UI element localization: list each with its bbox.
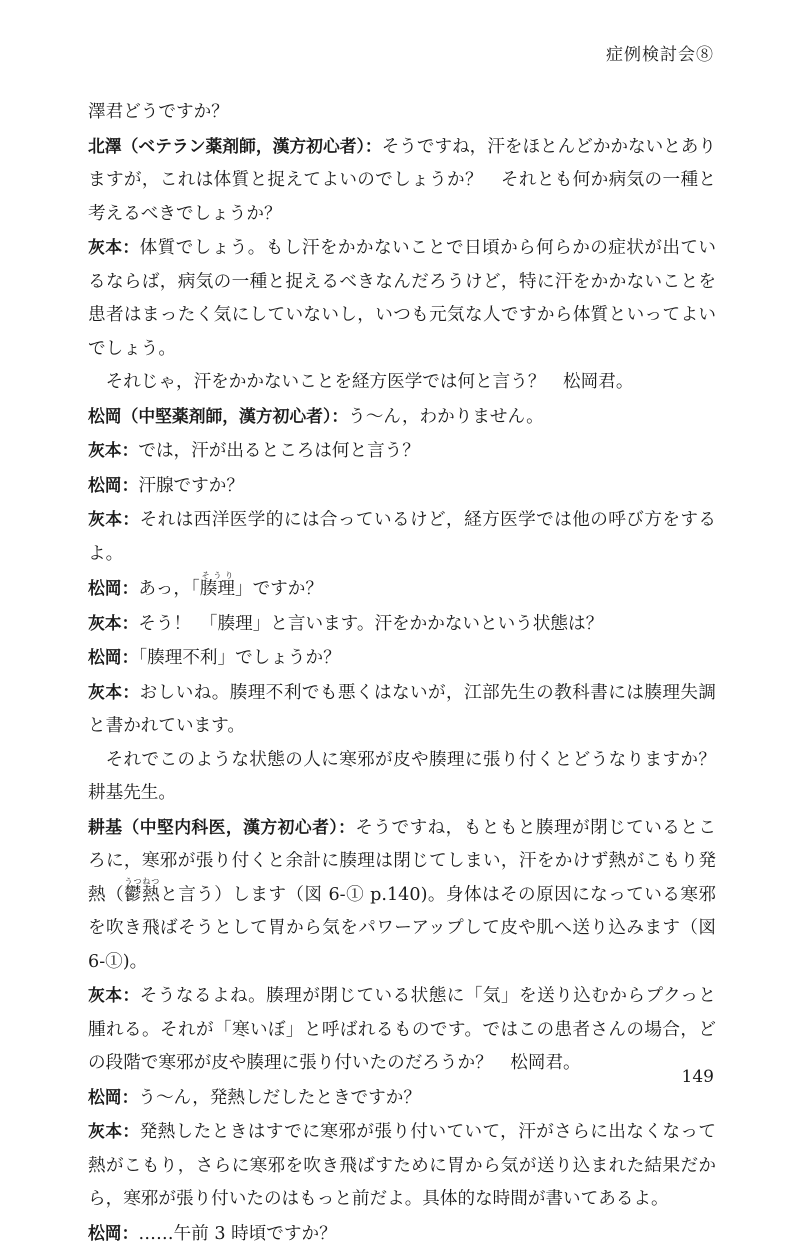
dialogue-paragraph (88, 400, 716, 435)
dialogue-paragraph (88, 607, 716, 642)
speaker-label: 灰本： (88, 509, 140, 529)
dialogue-body (88, 96, 716, 1251)
dialogue-text: そう！ 「腠理」と言います。汗をかかないという状態は？ (138, 614, 603, 634)
ruby-base: 腠理 (200, 579, 235, 599)
dialogue-paragraph (88, 979, 716, 1081)
page-number: 149 (682, 1067, 714, 1087)
speaker-label: 松岡（中堅薬剤師，漢方初心者）： (88, 406, 348, 426)
dialogue-paragraph (88, 1217, 716, 1251)
dialogue-text: それじゃ，汗をかかないことを経方医学では何と言う？ 松岡君。 (106, 372, 634, 392)
dialogue-text: う～ん，発熱しだしたときですか？ (138, 1088, 421, 1108)
speaker-label: 灰本： (88, 985, 140, 1005)
dialogue-text: と言う）します（図 6-① p.140)。身体はその原因になっている寒邪を吹き飛ばそうとして胃から気をパワーアップして皮や肌へ送り込みます（図 6-①)。 (88, 885, 716, 972)
dialogue-text: 「腠理不利」でしょうか？ (138, 648, 340, 668)
dialogue-paragraph (88, 366, 716, 400)
dialogue-paragraph (88, 130, 716, 232)
dialogue-paragraph (88, 744, 716, 811)
ruby-reading: うつねつ (124, 877, 160, 886)
dialogue-text: 澤君どうですか？ (88, 102, 229, 122)
dialogue-paragraph (88, 231, 716, 366)
speaker-label: 松岡： (88, 1223, 138, 1243)
dialogue-paragraph (88, 1115, 716, 1217)
dialogue-text: おしいね。腠理不利でも悪くはないが，江部先生の教科書には腠理失調と書かれています。 (88, 683, 716, 737)
speaker-label: 松岡： (88, 578, 138, 598)
dialogue-text: 体質でしょう。もし汗をかかないことで日頃から何らかの症状が出ているならば，病気の一種と捉えるべきなんだろうけど，特に汗をかかないことを患者はまったく気にしていないし，いつも元気な人ですから体質といってよいでしょう。 (88, 238, 716, 359)
speaker-label: 灰本： (88, 613, 138, 633)
ruby-term (124, 885, 160, 905)
dialogue-text: ……午前 3 時頃ですか？ (138, 1224, 336, 1244)
dialogue-text: 発熱したときはすでに寒邪が張り付いていて，汗がさらに出なくなって熱がこもり，さらに寒邪を吹き飛ばすために胃から気が送り込まれた結果だから，寒邪が張り付いたのはもっと前だよ。具体的な時間が書いてあるよ。 (88, 1122, 716, 1209)
dialogue-text: あっ，「 (138, 579, 199, 599)
dialogue-paragraph (88, 434, 716, 469)
dialogue-text: では，汗が出るところは何と言う？ (138, 441, 420, 461)
dialogue-paragraph (88, 96, 716, 130)
dialogue-text: そうですね，もともと腠理が閉じているところに，寒邪が張り付くと余計に腠理は閉じてしまい，汗をかけず熱がこもり発熱（ (88, 818, 716, 905)
ruby-base: 鬱熱 (124, 885, 160, 905)
speaker-label: 灰本： (88, 1121, 140, 1141)
dialogue-text: 汗腺ですか？ (138, 476, 244, 496)
dialogue-paragraph (88, 503, 716, 571)
dialogue-paragraph (88, 571, 716, 607)
dialogue-text: う～ん，わかりません。 (348, 407, 544, 427)
speaker-label: 松岡： (88, 475, 138, 495)
dialogue-text: それは西洋医学的には合っているけど，経方医学では他の呼び方をするよ。 (88, 510, 716, 564)
ruby-term (200, 579, 235, 599)
speaker-label: 灰本： (88, 440, 138, 460)
dialogue-paragraph (88, 469, 716, 504)
dialogue-text: そうですね，汗をほとんどかかないとありますが，これは体質と捉えてよいのでしょうか？ それとも何か病気の一種と考えるべきでしょうか？ (88, 137, 716, 224)
speaker-label: 松岡： (88, 647, 138, 667)
speaker-label: 灰本： (88, 682, 140, 702)
dialogue-paragraph (88, 676, 716, 744)
dialogue-text: それでこのような状態の人に寒邪が皮や腠理に張り付くとどうなりますか？ 耕基先生。 (88, 750, 734, 804)
speaker-label: 灰本： (88, 237, 140, 257)
running-header: 症例検討会⑧ (606, 40, 714, 65)
dialogue-text: 」ですか？ (235, 579, 323, 599)
dialogue-paragraph (88, 1081, 716, 1116)
dialogue-paragraph (88, 641, 716, 676)
ruby-reading: そうり (200, 571, 235, 580)
speaker-label: 耕基（中堅内科医，漢方初心者）： (88, 817, 355, 837)
speaker-label: 松岡： (88, 1087, 138, 1107)
speaker-label: 北澤（ベテラン薬剤師，漢方初心者）： (88, 136, 382, 156)
dialogue-text: そうなるよね。腠理が閉じている状態に「気」を送り込むからプクっと腫れる。それが「寒いぼ」と呼ばれるものです。ではこの患者さんの場合，どの段階で寒邪が皮や腠理に張り付いたのだろうか？ 松岡君。 (88, 986, 716, 1073)
dialogue-paragraph (88, 811, 716, 980)
